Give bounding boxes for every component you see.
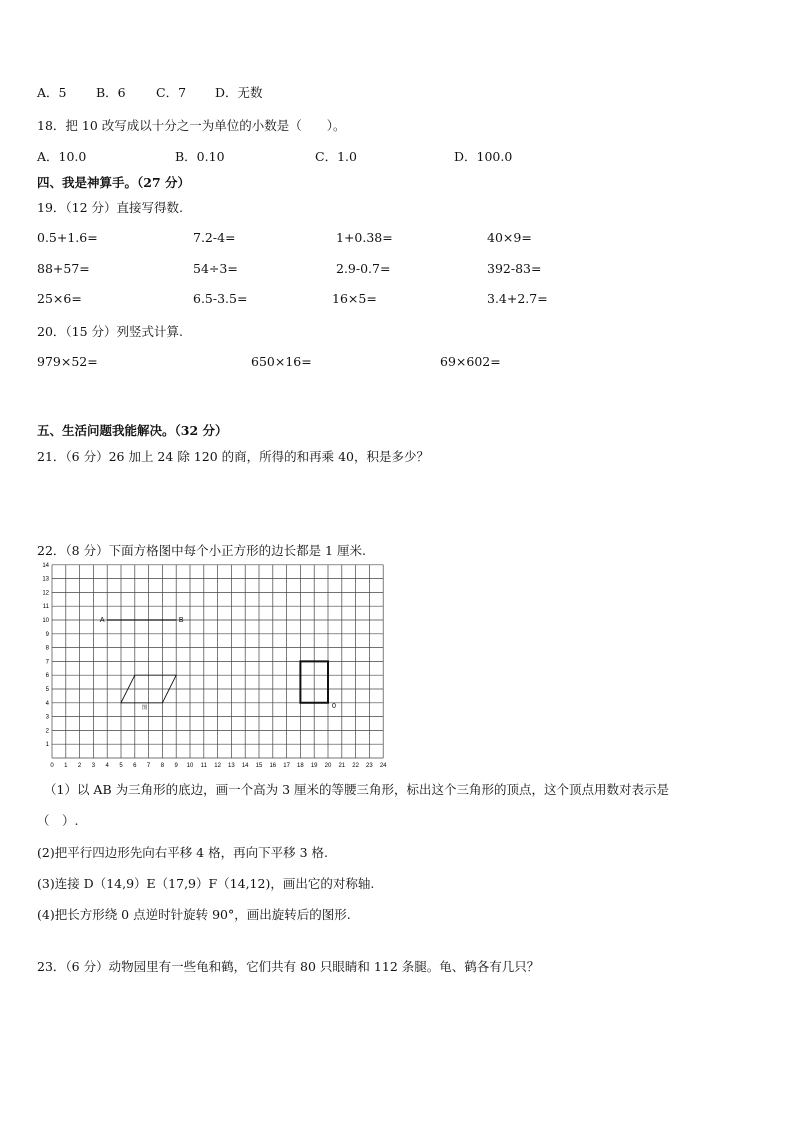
q19-title: 19．（12 分）直接写得数.	[37, 200, 184, 215]
x-tick-label: 9	[174, 763, 178, 769]
y-tick-label: 4	[45, 700, 49, 707]
q19-item: 7.2-4=	[193, 230, 236, 245]
coordinate-grid	[34, 562, 396, 769]
q21-question: 21．（6 分）26 加上 24 除 120 的商，所得的和再乘 40，积是多少？	[37, 449, 429, 464]
y-tick-label: 8	[45, 645, 49, 652]
x-tick-label: 3	[91, 763, 96, 769]
q19-item: 40×9=	[487, 230, 532, 245]
y-tick-label: 7	[45, 659, 49, 666]
x-tick-label: 24	[379, 763, 387, 769]
y-tick-label: 9	[45, 631, 49, 638]
q18-option-b: B．0.10	[175, 149, 225, 164]
y-tick-label: 13	[42, 576, 49, 583]
x-tick-label: 10	[186, 763, 194, 769]
q19-item: 25×6=	[37, 291, 82, 306]
q19-item: 54÷3=	[193, 261, 238, 276]
q18-option-d: D．100.0	[454, 149, 513, 164]
y-tick-label: 1	[45, 742, 49, 749]
q23-question: 23．（6 分）动物园里有一些龟和鹤，它们共有 80 只眼睛和 112 条腿。龟、鹤各有几只？	[37, 959, 540, 974]
x-tick-label: 4	[105, 763, 109, 769]
x-tick-label: 18	[297, 763, 304, 769]
x-tick-label: 23	[366, 763, 373, 769]
y-tick-label: 5	[45, 687, 49, 693]
q20-title: 20．（15 分）列竖式计算.	[37, 324, 184, 339]
x-tick-label: 13	[228, 763, 235, 769]
y-tick-label: 10	[42, 618, 49, 624]
grid-lines	[52, 565, 383, 758]
q22-sub3: (3)连接 D（14,9）E（17,9）F（14,12)，画出它的对称轴.	[37, 876, 375, 891]
x-tick-label: 21	[338, 763, 346, 769]
q22-sub4: (4)把长方形绕 0 点逆时针旋转 90°，画出旋转后的图形.	[37, 907, 351, 922]
x-tick-label: 12	[214, 763, 221, 769]
q18-question: 18．把 10 改写成以十分之一为单位的小数是（ ）。	[37, 118, 346, 133]
x-tick-label: 20	[324, 763, 332, 769]
point-a-label: A	[99, 617, 105, 624]
q19-item: 1+0.38=	[336, 230, 393, 245]
x-tick-label: 16	[269, 763, 277, 769]
q22-title: 22．（8 分）下面方格图中每个小正方形的边长都是 1 厘米.	[37, 543, 366, 558]
q19-item: 392-83=	[487, 261, 542, 276]
axis-tick-labels	[42, 563, 387, 769]
x-tick-label: 6	[133, 763, 137, 769]
q19-item: 88+57=	[37, 261, 90, 276]
q19-item: 6.5-3.5=	[193, 291, 248, 306]
x-tick-label: 1	[64, 763, 68, 769]
q22-sub1-blank: （ ）.	[37, 813, 79, 828]
q17-option-c: C．7	[156, 85, 187, 100]
q17-option-b: B．6	[96, 85, 126, 100]
q19-item: 2.9-0.7=	[336, 261, 391, 276]
q19-item: 16×5=	[332, 291, 377, 306]
x-tick-label: 7	[146, 763, 151, 769]
y-tick-label: 11	[42, 604, 49, 611]
x-tick-label: 2	[77, 763, 82, 769]
x-tick-label: 22	[352, 763, 359, 769]
y-tick-label: 6	[45, 673, 49, 680]
q18-option-c: C．1.0	[315, 149, 357, 164]
x-tick-label: 11	[200, 763, 207, 769]
x-tick-label: 8	[160, 763, 165, 769]
q20-item: 69×602=	[440, 354, 501, 369]
section-4-heading: 四、我是神算手。（27 分）	[37, 175, 190, 190]
rotation-point-label: 0	[332, 702, 336, 710]
q20-item: 650×16=	[251, 354, 312, 369]
y-tick-label: 14	[42, 562, 49, 569]
q18-option-a: A．10.0	[37, 149, 87, 164]
x-tick-label: 5	[119, 763, 123, 769]
parallelogram-label: 图	[141, 704, 147, 711]
point-b-label: B	[178, 617, 184, 624]
q17-option-a: A．5	[37, 85, 67, 100]
q19-item: 3.4+2.7=	[487, 291, 548, 306]
q22-sub1: （1）以 AB 为三角形的底边，画一个高为 3 厘米的等腰三角形，标出这个三角形的顶点，这个顶点用数对表示是	[44, 782, 670, 797]
q22-sub2: (2)把平行四边形先向右平移 4 格，再向下平移 3 格.	[37, 845, 328, 860]
y-tick-label: 3	[45, 714, 49, 721]
section-5-heading: 五、生活问题我能解决。（32 分）	[37, 423, 228, 438]
x-tick-label: 19	[310, 763, 318, 769]
y-tick-label: 2	[45, 728, 49, 735]
x-tick-label: 0	[50, 763, 54, 769]
q20-item: 979×52=	[37, 354, 98, 369]
x-tick-label: 15	[255, 763, 263, 769]
x-tick-label: 14	[241, 763, 249, 769]
x-tick-label: 17	[283, 763, 290, 769]
q17-option-d: D．无数	[215, 85, 263, 100]
q19-item: 0.5+1.6=	[37, 230, 98, 245]
y-tick-label: 12	[42, 590, 49, 597]
